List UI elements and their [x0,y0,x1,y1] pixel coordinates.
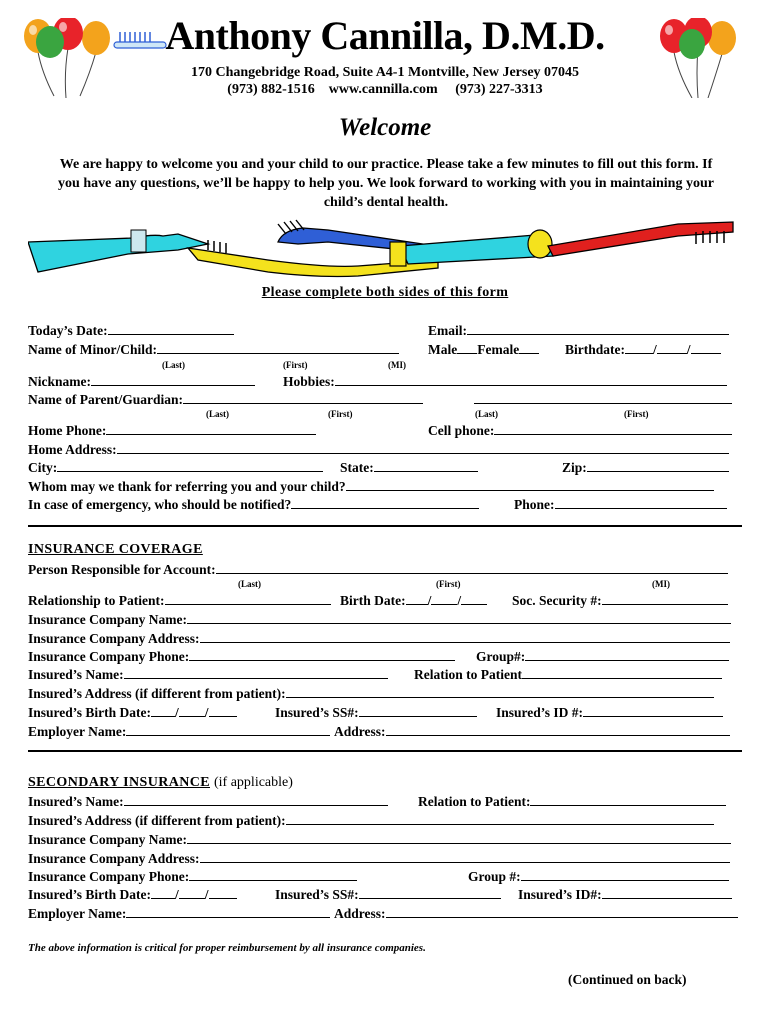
sec-employer-address-label: Address: [334,906,386,921]
date-separator: / [175,705,179,720]
sec-company-address-label: Insurance Company Address: [28,851,200,866]
insurance-company-name-label: Insurance Company Name: [28,612,188,627]
sec-company-address-field[interactable] [28,850,730,867]
referral-field[interactable] [28,478,714,495]
section-divider [28,750,742,752]
sec-company-phone-label: Insurance Company Phone: [28,869,190,884]
group-number-label: Group#: [476,649,526,664]
emergency-contact-field[interactable] [28,496,479,513]
emergency-phone-field[interactable] [514,496,727,513]
sec-group-label: Group #: [468,869,521,884]
date-separator: / [686,342,691,357]
relationship-label: Relationship to Patient: [28,593,165,608]
sub-label-mi: (MI) [388,360,406,370]
insured-ss-label: Insured’s SS#: [275,705,359,720]
ssn-label: Soc. Security #: [512,593,602,608]
sub-label-mi: (MI) [652,579,670,589]
state-field[interactable] [340,459,478,476]
birthdate-label: Birthdate: [565,342,625,357]
sec-employer-name-label: Employer Name: [28,906,127,921]
date-separator: / [204,887,209,902]
hobbies-field[interactable] [283,373,727,390]
parent-guardian-2-field[interactable] [474,391,732,408]
emergency-contact-label: In case of emergency, who should be notified? [28,497,292,512]
continued-on-back: (Continued on back) [568,972,687,987]
name-minor-field[interactable] [28,341,399,358]
sec-company-name-field[interactable] [28,831,731,848]
zip-field[interactable] [562,459,729,476]
relation-to-patient-label: Relation to Patient [414,667,522,682]
sec-relation-field[interactable] [418,793,726,810]
home-phone-field[interactable] [28,422,316,439]
phone-primary: (973) 882-1516 [227,82,315,97]
sec-insured-address-field[interactable] [28,812,714,829]
sub-label-first: (First) [283,360,308,370]
welcome-line: you have any questions, we’ll be happy to help you. We look forward to working with you in maintaining your [58,176,714,191]
welcome-title: Welcome [338,114,432,141]
gender-field[interactable] [428,341,539,358]
insured-name-field[interactable] [28,666,388,683]
sec-insured-id-label: Insured’s ID#: [518,887,602,902]
sec-insured-address-label: Insured’s Address (if different from patient): [28,813,286,828]
nickname-field[interactable] [28,373,255,390]
insured-name-label: Insured’s Name: [28,667,124,682]
emergency-phone-label: Phone: [514,497,555,512]
birth-date-label: Birth Date: [340,593,406,608]
sec-insured-birth-label: Insured’s Birth Date: [28,887,152,902]
section-divider [28,525,742,527]
date-separator: / [457,593,462,608]
cell-phone-label: Cell phone: [428,423,495,438]
email-label: Email: [428,323,467,338]
sub-label-last: (Last) [238,579,261,589]
secondary-insurance-note: (if applicable) [214,775,293,790]
insured-birth-date-field[interactable] [28,704,237,721]
phone-secondary: (973) 227-3313 [455,82,543,97]
sub-label-first: (First) [624,409,649,419]
ssn-field[interactable] [512,592,728,609]
welcome-line: We are happy to welcome you and your child to our practice. Please take a few minutes to fill out this form. If [59,157,713,172]
employer-name-field[interactable] [28,723,330,740]
insurance-company-name-field[interactable] [28,611,731,628]
sec-relation-label: Relation to Patient: [418,794,531,809]
date-separator: / [653,342,657,357]
sec-company-phone-field[interactable] [28,868,357,885]
sec-insured-birth-field[interactable] [28,886,237,903]
insurance-coverage-heading: INSURANCE COVERAGE [28,542,203,557]
employer-address-field[interactable] [334,723,730,740]
cell-phone-field[interactable] [428,422,732,439]
city-field[interactable] [28,459,323,476]
female-label: Female [477,342,520,357]
group-number-field[interactable] [476,648,729,665]
relation-to-patient-field[interactable] [414,666,722,683]
welcome-line: child’s dental health. [323,195,449,210]
date-separator: / [204,705,209,720]
date-separator: / [175,887,179,902]
sec-insured-ss-field[interactable] [275,886,501,903]
person-responsible-label: Person Responsible for Account: [28,562,216,577]
sec-insured-ss-label: Insured’s SS#: [275,887,359,902]
sub-label-first: (First) [436,579,461,589]
zip-label: Zip: [562,460,587,475]
insured-id-label: Insured’s ID #: [496,705,584,720]
birth-date-field[interactable] [340,592,487,609]
practice-name: Anthony Cannilla, D.M.D. [165,13,605,58]
insurance-company-phone-label: Insurance Company Phone: [28,649,190,664]
sec-employer-address-field[interactable] [334,905,738,922]
todays-date-label: Today’s Date: [28,323,108,338]
name-minor-label: Name of Minor/Child: [28,342,157,357]
insured-id-field[interactable] [496,704,723,721]
complete-both-sides-instruction: Please complete both sides of this form [261,285,509,300]
city-label: City: [28,460,58,475]
employer-address-label: Address: [334,724,386,739]
sec-insured-name-label: Insured’s Name: [28,794,124,809]
sec-insured-id-field[interactable] [518,886,732,903]
insurance-company-address-label: Insurance Company Address: [28,631,200,646]
insured-birth-date-label: Insured’s Birth Date: [28,705,152,720]
welcome-text [28,155,744,212]
home-address-label: Home Address: [28,442,117,457]
state-label: State: [340,460,374,475]
sec-group-field[interactable] [468,868,729,885]
insured-address-label: Insured’s Address (if different from patient): [28,686,286,701]
date-separator: / [427,593,432,608]
person-responsible-field[interactable] [28,561,728,578]
reimbursement-note: The above information is critical for proper reimbursement by all insurance companies. [28,942,426,954]
parent-guardian-field[interactable] [28,391,423,408]
sec-insured-name-field[interactable] [28,793,388,810]
sub-label-first: (First) [328,409,353,419]
insured-ss-field[interactable] [275,704,477,721]
secondary-insurance-title: SECONDARY INSURANCE [28,775,210,790]
email-field[interactable] [428,322,729,339]
todays-date-field[interactable] [28,322,234,339]
toothbrush-banner-icon [28,210,744,285]
relationship-field[interactable] [28,592,331,609]
secondary-insurance-heading [28,773,293,791]
home-address-field[interactable] [28,441,729,458]
referral-label: Whom may we thank for referring you and your child? [28,479,346,494]
sub-label-last: (Last) [206,409,229,419]
sub-label-last: (Last) [162,360,185,370]
nickname-label: Nickname: [28,374,91,389]
employer-name-label: Employer Name: [28,724,127,739]
sec-company-name-label: Insurance Company Name: [28,832,188,847]
parent-guardian-label: Name of Parent/Guardian: [28,392,183,407]
website-link[interactable]: www.cannilla.com [328,82,438,97]
home-phone-label: Home Phone: [28,423,107,438]
sub-label-last: (Last) [475,409,498,419]
male-label: Male [428,342,458,357]
birthdate-field[interactable] [565,341,721,358]
sec-employer-name-field[interactable] [28,905,330,922]
insurance-company-address-field[interactable] [28,630,730,647]
practice-contact [0,82,770,98]
insurance-company-phone-field[interactable] [28,648,455,665]
insured-address-field[interactable] [28,685,714,702]
practice-address: 170 Changebridge Road, Suite A4-1 Montville, New Jersey 07045 [190,65,580,80]
hobbies-label: Hobbies: [283,374,335,389]
